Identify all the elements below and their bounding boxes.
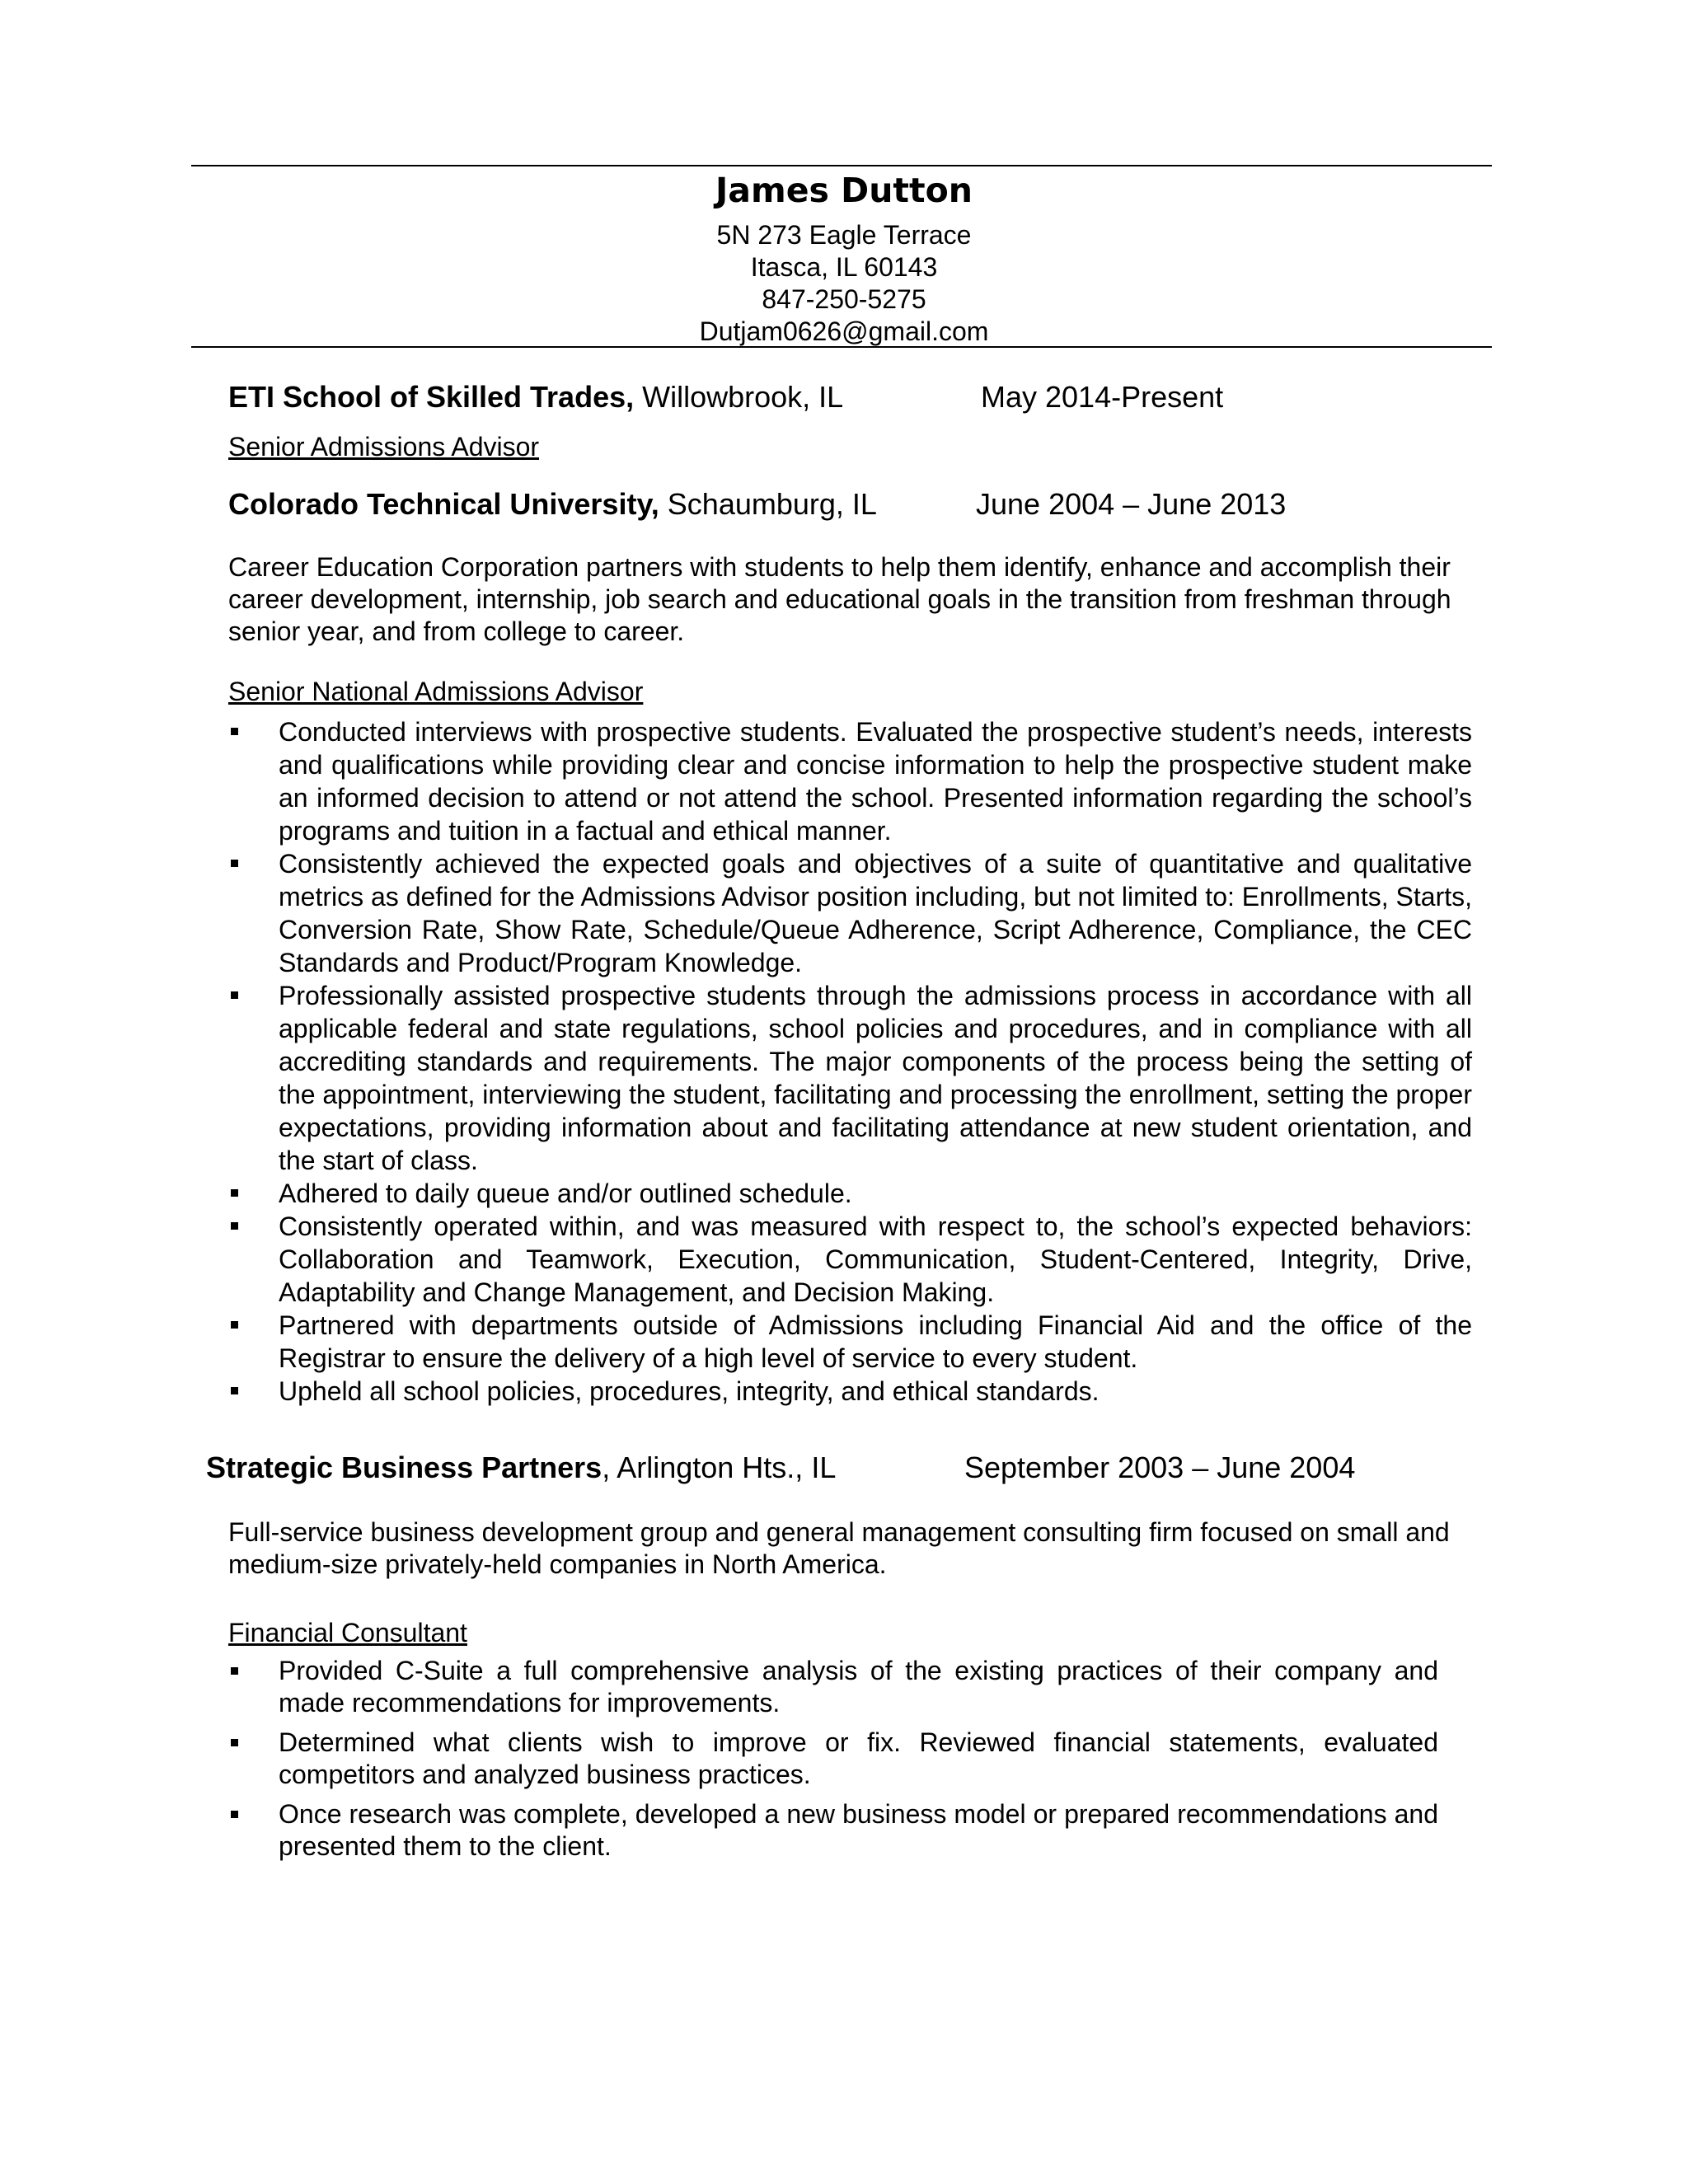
ctu-description <box>228 551 1451 648</box>
candidate-name: James Dutton <box>715 171 973 210</box>
ctu-bullet-list <box>231 715 1472 1408</box>
sbp-bullet-list <box>231 1655 1438 1870</box>
contact-block <box>0 219 1688 348</box>
ctu-description-line: senior year, and from college to career. <box>228 616 685 646</box>
sbp-description-line: medium-size privately-held companies in North America. <box>228 1549 887 1579</box>
sbp-job-heading <box>206 1450 836 1486</box>
address-line-1: 5N 273 Eagle Terrace <box>716 220 972 250</box>
address-line-2: Itasca, IL 60143 <box>750 252 938 282</box>
ctu-job-heading <box>228 486 877 523</box>
ctu-employer: Colorado Technical University, <box>228 487 659 521</box>
email-address: Dutjam0626@gmail.com <box>699 316 989 346</box>
ctu-location: Schaumburg, IL <box>659 487 877 521</box>
list-item: Conducted interviews with prospective students. Evaluated the prospective student’s needs, interests and qualifications while providing clear and concise information to help the prospective student make an informed decision to attend or not attend the school. Presented information regarding the school’s programs and tuition in a factual and ethical manner. <box>231 715 1472 847</box>
ctu-description-line: career development, internship, job search and educational goals in the transition from freshman through <box>228 584 1451 614</box>
ctu-dates: June 2004 – June 2013 <box>976 487 1287 521</box>
list-item: Consistently achieved the expected goals and objectives of a suite of quantitative and qualitative metrics as defined for the Admissions Advisor position including, but not limited to: Enrollments, Starts, Conversion Rate, Show Rate, Schedule/Queue Adherence, Script Adherence, Compliance, the CEC Standards and Product/Program Knowledge. <box>231 847 1472 979</box>
sbp-job-title: Financial Consultant <box>228 1618 467 1647</box>
list-item: Partnered with departments outside of Admissions including Financial Aid and the office of the Registrar to ensure the delivery of a high level of service to every student. <box>231 1309 1472 1375</box>
list-item: Provided C-Suite a full comprehensive analysis of the existing practices of their company and made recommendations for improvements. <box>231 1655 1438 1719</box>
header-bottom-rule <box>191 346 1492 348</box>
list-item: Upheld all school policies, procedures, integrity, and ethical standards. <box>231 1375 1472 1408</box>
sbp-dates: September 2003 – June 2004 <box>964 1451 1356 1484</box>
eti-job-title: Senior Admissions Advisor <box>228 432 540 462</box>
list-item: Determined what clients wish to improve or fix. Reviewed financial statements, evaluated competitors and analyzed business practices. <box>231 1727 1438 1791</box>
list-item: Adhered to daily queue and/or outlined schedule. <box>231 1177 1472 1210</box>
sbp-employer: Strategic Business Partners <box>206 1451 603 1484</box>
sbp-description <box>228 1516 1450 1581</box>
ctu-job-title: Senior National Admissions Advisor <box>228 677 644 706</box>
eti-employer: ETI School of Skilled Trades, <box>228 380 635 414</box>
eti-location: Willowbrook, IL <box>634 380 844 414</box>
ctu-description-line: Career Education Corporation partners with students to help them identify, enhance and accomplish their <box>228 552 1451 582</box>
list-item: Consistently operated within, and was measured with respect to, the school’s expected behaviors: Collaboration and Teamwork, Execution, Communication, Student-Centered, Integrity, Drive, Adaptability and Change Management, and Decision Making. <box>231 1210 1472 1309</box>
sbp-location: , Arlington Hts., IL <box>602 1451 837 1484</box>
phone-number: 847-250-5275 <box>762 284 926 314</box>
list-item: Professionally assisted prospective students through the admissions process in accordance with all applicable federal and state regulations, school policies and procedures, and in compliance with all accrediting standards and requirements. The major components of the process being the setting of the appointment, interviewing the student, facilitating and processing the enrollment, setting the proper expectations, providing information about and facilitating attendance at new student orientation, and the start of class. <box>231 979 1472 1177</box>
header-top-rule <box>191 165 1492 166</box>
list-item: Once research was complete, developed a new business model or prepared recommendations and presented them to the client. <box>231 1798 1438 1863</box>
eti-dates: May 2014-Present <box>981 380 1224 414</box>
sbp-description-line: Full-service business development group and general management consulting firm focused on small and <box>228 1517 1450 1547</box>
eti-job-heading <box>228 379 843 415</box>
